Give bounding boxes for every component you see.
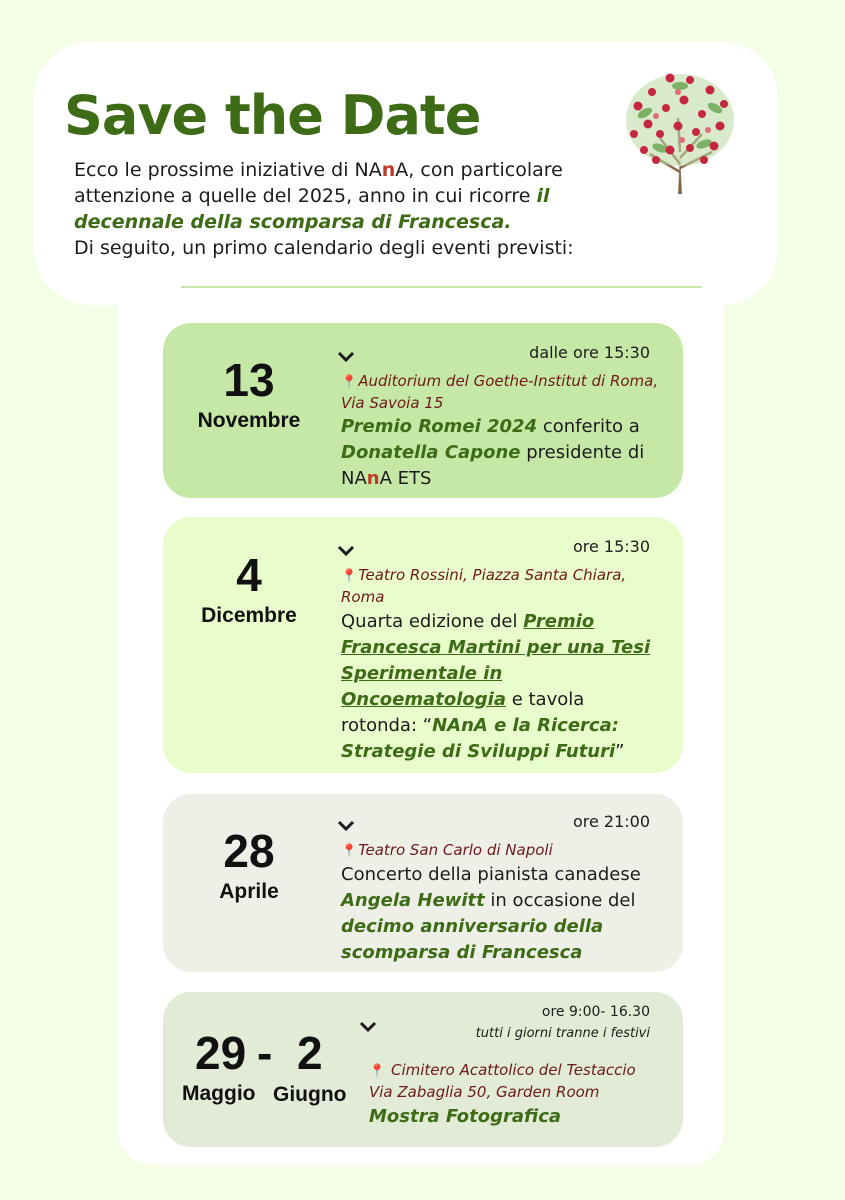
event-link[interactable]: Premio Francesca Martini per una Tesi Sperimentale in Oncoematologia (341, 611, 651, 710)
tree-illustration (620, 68, 740, 196)
chevron-down-icon[interactable] (359, 1020, 377, 1034)
page-title: Save the Date (64, 84, 481, 147)
intro-part-3: Di seguito, un primo calendario degli eventi previsti: (74, 237, 574, 259)
intro-part-2: , con particolare attenzione a quelle del 2025, anno in cui ricorre (74, 159, 563, 207)
event-time: ore 21:00 (572, 812, 650, 831)
event-location-text: Auditorium del Goethe-Institut di Roma, Via Savoia 15 (341, 372, 659, 412)
event-location-text: Teatro San Carlo di Napoli (358, 841, 553, 859)
event-date (163, 550, 335, 628)
pin-icon: 📍 (369, 1064, 386, 1079)
event-highlight: Angela Hewitt (341, 890, 485, 911)
event-location (341, 840, 661, 862)
brand-b: A ETS (379, 468, 432, 489)
header-divider (181, 286, 702, 288)
event-month: Aprile (219, 880, 279, 903)
event-text: Concerto della pianista canadese (341, 864, 641, 885)
chevron-down-icon[interactable] (337, 819, 355, 833)
event-text: in occasione del (484, 890, 636, 911)
event-highlight: decimo anniversario della scomparsa di Francesca (341, 916, 604, 963)
brand-a: NA (354, 159, 382, 181)
event-month: Dicembre (201, 604, 297, 627)
event-location (341, 371, 661, 414)
event-day-start: 29 (195, 1027, 247, 1079)
event-location-line2: Via Zabaglia 50, Garden Room (369, 1083, 600, 1101)
event-card-4 (163, 992, 683, 1147)
brand-n: n (381, 159, 396, 181)
event-date (163, 826, 335, 904)
pin-icon: 📍 (341, 375, 358, 390)
chevron-down-icon[interactable] (337, 350, 355, 364)
event-day: 28 (223, 825, 275, 877)
event-card-1 (163, 323, 683, 498)
event-date (163, 355, 335, 433)
event-text: conferito a (537, 416, 640, 437)
event-card-3 (163, 794, 683, 972)
brand-a: NA (341, 468, 367, 489)
intro-highlight: il decennale della scomparsa di Francesca. (74, 185, 550, 233)
chevron-down-icon[interactable] (337, 544, 355, 558)
event-month-end: Giugno (273, 1083, 347, 1106)
event-time-note: tutti i giorni tranne i festivi (475, 1026, 650, 1041)
event-time: ore 15:30 (572, 537, 650, 556)
event-text: ” (615, 741, 625, 762)
event-description (369, 1104, 669, 1130)
event-day-end: 2 (297, 1027, 323, 1079)
event-day: 13 (223, 354, 275, 406)
event-text: e tavola rotonda: “ (341, 689, 585, 736)
event-month: Novembre (197, 409, 301, 432)
event-time: dalle ore 15:30 (529, 343, 650, 362)
pin-icon: 📍 (341, 569, 358, 584)
pin-icon: 📍 (341, 844, 358, 859)
event-highlight: Donatella Capone (341, 442, 521, 463)
event-time: ore 9:00- 16.30 (541, 1004, 650, 1020)
event-description (341, 414, 659, 492)
event-text: Quarta edizione del (341, 611, 524, 632)
intro-text (74, 157, 594, 261)
event-date-range (179, 1028, 355, 1112)
event-dash: - (257, 1027, 273, 1079)
event-highlight: Mostra Fotografica (369, 1106, 562, 1127)
event-month-start: Maggio (182, 1082, 256, 1105)
event-card-2 (163, 517, 683, 773)
event-location (369, 1060, 669, 1103)
brand-n: n (366, 468, 380, 489)
event-location-line1: Cimitero Acattolico del Testaccio (390, 1061, 636, 1079)
event-location-text: Teatro Rossini, Piazza Santa Chiara, Roma (341, 566, 627, 606)
brand-b: A (395, 159, 409, 181)
intro-part-1: Ecco le prossime iniziative di (74, 159, 355, 181)
event-highlight: Premio Romei 2024 (341, 416, 538, 437)
event-text: presidente di (520, 442, 645, 463)
event-highlight: NAnA e la Ricerca: Strategie di Sviluppi Futuri (341, 715, 619, 762)
event-description (341, 609, 659, 765)
event-location (341, 565, 661, 608)
event-day: 4 (236, 549, 262, 601)
event-description (341, 862, 659, 966)
